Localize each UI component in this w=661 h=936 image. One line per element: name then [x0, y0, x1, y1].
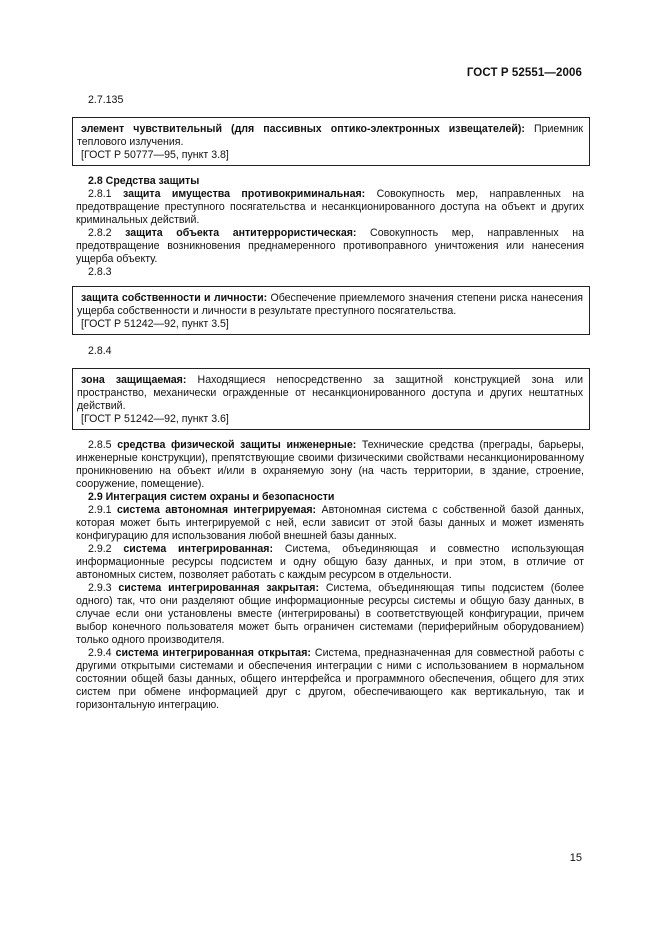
term-number: 2.8.5: [88, 439, 118, 451]
term-name: система интегрированная закрытая:: [118, 582, 319, 594]
term-number: 2.8.1: [88, 188, 123, 200]
term-definition: Находящиеся непосредственно за защитной конструкцией зона или пространство, механически огражденные от несанкционированного доступа и других нештатных действий.: [77, 374, 583, 412]
term-entry: [77, 292, 583, 318]
term-number: 2.7.135: [88, 94, 124, 106]
term-entry: [76, 647, 584, 712]
term-name: система интегрированная открытая:: [115, 647, 311, 659]
term-entry: [76, 439, 584, 491]
term-definition: Система, предназначенная для совместной работы с другими открытыми системами и обеспечения интеграции с ними с использованием в нормальном состоянии общей базы данных, общего интерфейса и программного обеспечения, общего для этих систем при обмене информацией друг с другом, обеспечивающего как вертикальную, так и горизонтальную интеграцию.: [76, 647, 584, 711]
term-entry: [77, 123, 583, 149]
term-number: 2.8.4: [88, 345, 112, 357]
term-definition: Система, объединяющая типы подсистем (более одного) так, что они разделяют общие информационные ресурсы системы и общую базу данных, в случае если они установлены вместе (интегрированы) в соответствующей конфигурации, причем выбор конечного пользователя может быть ограничен системами (периферийным оборудованием) только одного производителя.: [76, 582, 584, 646]
section-title: 2.8 Средства защиты: [88, 175, 200, 187]
term-definition: Система, объединяющая и совместно использующая информационные ресурсы подсистем и одну общую базу данных, и при этом, в отличие от автономных систем, позволяет работать с каждым ресурсом в отдельности.: [76, 543, 585, 581]
term-name: система автономная интегрируемая:: [117, 504, 317, 516]
term-name: средства физической защиты инженерные:: [117, 439, 357, 451]
document-body: [76, 94, 584, 712]
page-number: 15: [569, 852, 582, 864]
document-header: ГОСТ Р 52551—2006: [466, 67, 582, 79]
term-entry: [76, 188, 584, 227]
term-number: 2.8.2: [88, 227, 126, 239]
term-definition: Обеспечение приемлемого значения степени риска нанесения ущерба собственности и личности в результате преступного посягательства.: [77, 292, 583, 317]
term-box: [72, 368, 590, 430]
term-definition: Технические средства (преграды, барьеры, инженерные конструкции), препятствующие своими физическими свойствами несанкционированному проникновению на объект и/или в охраняемую зону (на часть территории, в здание, строение, сооружение, помещение).: [76, 439, 584, 490]
term-source: [ГОСТ Р 50777—95, пункт 3.8]: [81, 149, 229, 161]
term-name: зона защищаемая:: [81, 374, 187, 386]
term-number: 2.9.4: [88, 647, 116, 659]
term-entry: [76, 543, 584, 582]
term-number: 2.8.3: [88, 266, 112, 278]
term-number: 2.9.3: [88, 582, 119, 594]
term-name: защита имущества противокриминальная:: [122, 188, 366, 200]
term-entry: [76, 227, 584, 266]
term-definition: Приемник теплового излучения.: [77, 123, 583, 148]
term-name: защита собственности и личности:: [81, 292, 268, 304]
term-box: [72, 286, 590, 335]
term-number: 2.9.2: [88, 543, 124, 555]
term-entry: [77, 374, 583, 413]
term-definition: Совокупность мер, направленных на предотвращение преступного посягательства и несанкционированного доступа на объект и других криминальных действий.: [76, 188, 584, 226]
term-source: [ГОСТ Р 51242—92, пункт 3.6]: [81, 413, 229, 425]
term-entry: [76, 504, 584, 543]
term-definition: Совокупность мер, направленных на предотвращение возникновения преднамеренного противоправного уничтожения или нанесения ущерба объекту.: [76, 227, 584, 265]
term-box: [72, 117, 590, 166]
term-number: 2.9.1: [88, 504, 118, 516]
term-name: элемент чувствительный (для пассивных оптико-электронных извещателей):: [81, 123, 525, 135]
term-entry: [76, 582, 584, 647]
term-source: [ГОСТ Р 51242—92, пункт 3.5]: [81, 318, 229, 330]
term-name: система интегрированная:: [123, 543, 274, 555]
section-title: 2.9 Интеграция систем охраны и безопасности: [88, 491, 335, 503]
term-name: защита объекта антитеррористическая:: [125, 227, 357, 239]
term-definition: Автономная система с собственной базой данных, которая может быть интегрируемой с ней, если зависит от этой базы данных и может изменять конфигурацию для использования любой внешней базы данных.: [76, 504, 585, 542]
